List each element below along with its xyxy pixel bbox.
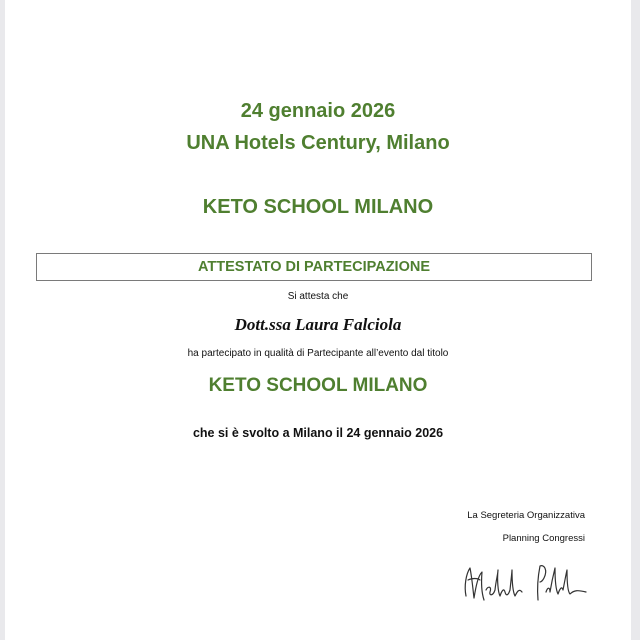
signature-organization: Planning Congressi xyxy=(502,533,585,544)
handwritten-signature xyxy=(460,556,590,608)
intro-text: Si attesta che xyxy=(287,291,349,302)
event-venue: UNA Hotels Century, Milano xyxy=(186,132,450,154)
event-date: 24 gennaio 2026 xyxy=(240,100,396,122)
event-detail: che si è svolto a Milano il 24 gennaio 2026 xyxy=(192,426,444,440)
certificate-page xyxy=(5,0,631,640)
certificate-title-box xyxy=(36,253,592,281)
event-title-heading: KETO SCHOOL MILANO xyxy=(202,196,434,218)
recipient-name: Dott.ssa Laura Falciola xyxy=(234,315,402,334)
certificate-title: ATTESTATO DI PARTECIPAZIONE xyxy=(198,259,430,275)
participation-text: ha partecipato in qualità di Partecipante all’evento dal titolo xyxy=(187,348,449,359)
event-title: KETO SCHOOL MILANO xyxy=(208,375,428,396)
signature-office: La Segreteria Organizzativa xyxy=(467,510,585,521)
